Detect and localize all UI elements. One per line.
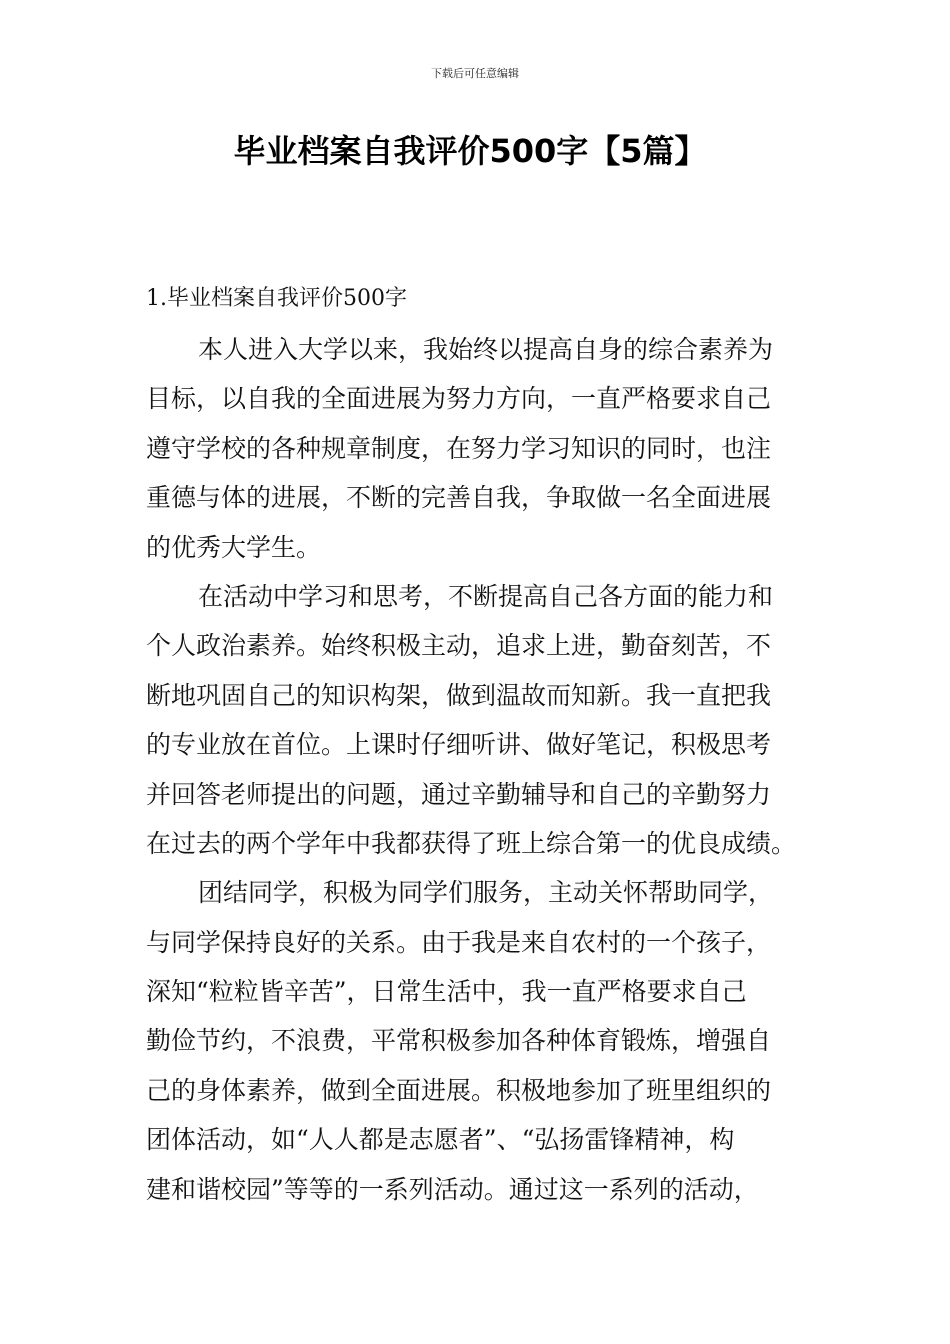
body-line: 深知“粒粒皆辛苦”，日常生活中，我一直严格要求自己 xyxy=(146,977,747,1007)
document-title: 毕业档案自我评价500字【5篇】 xyxy=(233,132,707,170)
body-line: 的专业放在首位。上课时仔细听讲、做好笔记，积极思考 xyxy=(146,730,772,760)
body-line: 在活动中学习和思考，不断提高自己各方面的能力和 xyxy=(198,581,774,611)
body-line: 的优秀大学生。 xyxy=(146,532,322,562)
body-line: 己的身体素养，做到全面进展。积极地参加了班里组织的 xyxy=(146,1075,772,1105)
body-line: 个人政治素养。始终积极主动，追求上进，勤奋刻苦，不 xyxy=(146,631,772,661)
body-line: 勤俭节约，不浪费，平常积极参加各种体育锻炼，增强自 xyxy=(146,1026,772,1056)
body-line: 断地巩固自己的知识构架，做到温故而知新。我一直把我 xyxy=(146,680,772,710)
body-line: 重德与体的进展，不断的完善自我，争取做一名全面进展 xyxy=(146,483,772,513)
body-line: 本人进入大学以来，我始终以提高自身的综合素养为 xyxy=(198,335,774,364)
body-line: 在过去的两个学年中我都获得了班上综合第一的优良成绩。 xyxy=(146,828,797,858)
body-line: 与同学保持良好的关系。由于我是来自农村的一个孩子， xyxy=(146,927,772,957)
header-note: 下载后可任意编辑 xyxy=(431,67,519,80)
body-line: 遵守学校的各种规章制度，在努力学习知识的同时，也注 xyxy=(146,433,772,463)
body-text xyxy=(146,325,806,1214)
section-heading: 1.毕业档案自我评价500字 xyxy=(146,286,407,311)
body-line: 并回答老师提出的问题，通过辛勤辅导和自己的辛勤努力 xyxy=(146,779,772,809)
body-line: 团体活动，如“人人都是志愿者”、“弘扬雷锋精神，构 xyxy=(146,1125,735,1155)
body-line: 团结同学，积极为同学们服务，主动关怀帮助同学， xyxy=(198,878,774,908)
body-line: 目标，以自我的全面进展为努力方向，一直严格要求自己 xyxy=(146,384,772,414)
body-line: 建和谐校园”等等的一系列活动。通过这一系列的活动， xyxy=(146,1174,759,1204)
